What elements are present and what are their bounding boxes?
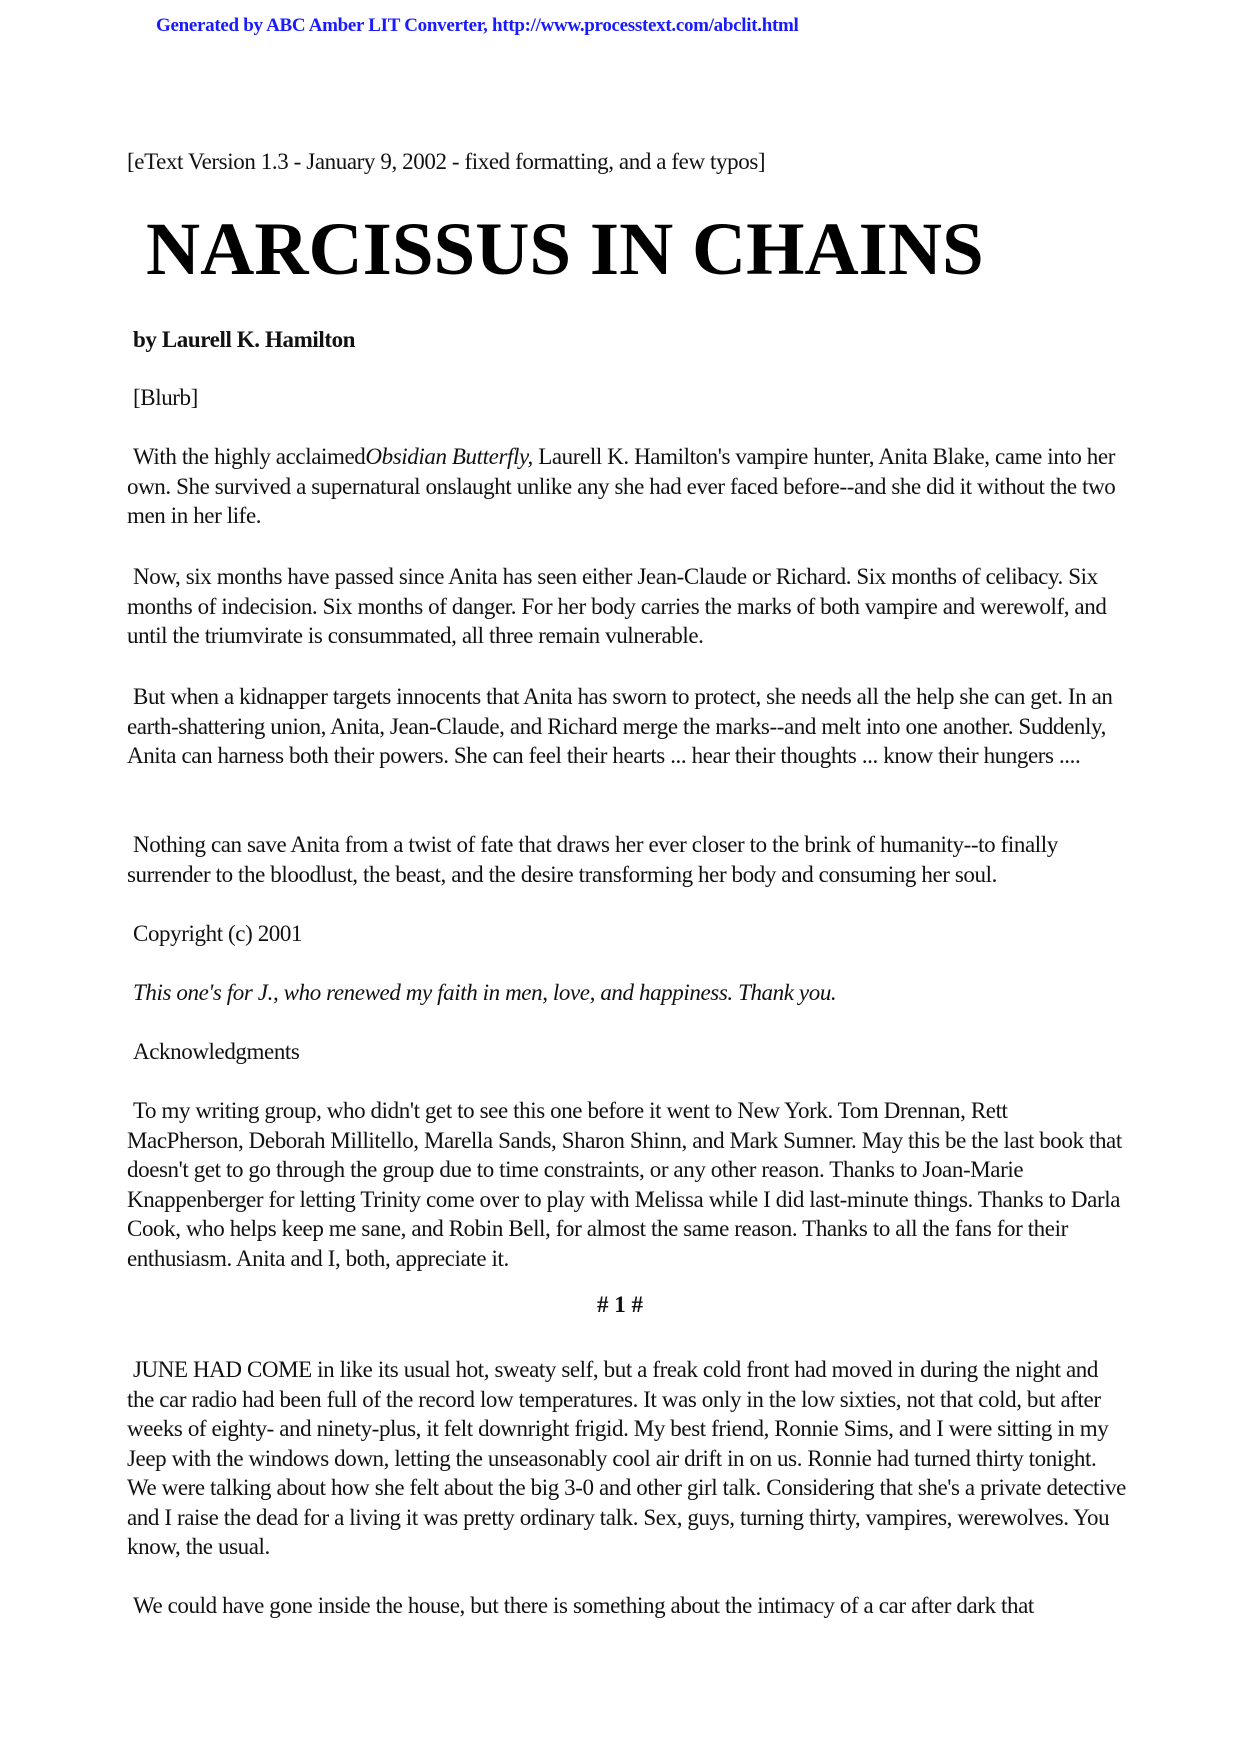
acknowledgments-heading: Acknowledgments [133, 1039, 300, 1064]
author-byline: by Laurell K. Hamilton [133, 327, 356, 352]
blurb-paragraph: But when a kidnapper targets innocents that Anita has sworn to protect, she needs all the help she can get. In an earth-shattering union, Anita, Jean-Claude, and Richard merge the marks--and melt into one another. Suddenly, Anita can harness both their powers. She can feel their hearts ... hear their thoughts ... know their hungers .... [127, 684, 1113, 768]
chapter-paragraph: JUNE HAD COME in like its usual hot, sweaty self, but a freak cold front had moved in during the night and the car radio had been full of the record low temperatures. It was only in the low sixties, not that cold, but after weeks of eighty- and ninety-plus, it felt downright frigid. My best friend, Ronnie Sims, and I were sitting in my Jeep with the windows down, letting the unseasonably cool air drift in on us. Ronnie had turned thirty tonight. We were talking about how she felt about the big 3-0 and other girl talk. Considering that she's a private detective and I raise the dead for a living it was pretty ordinary talk. Sex, guys, turning thirty, vampires, werewolves. You know, the usual. [127, 1357, 1126, 1559]
book-reference: Obsidian Butterfly, [365, 444, 533, 469]
chapter-paragraph: We could have gone inside the house, but there is something about the intimacy of a car after dark that [133, 1593, 1034, 1618]
version-note: [eText Version 1.3 - January 9, 2002 - fixed formatting, and a few typos] [127, 149, 766, 174]
generator-link[interactable]: Generated by ABC Amber LIT Converter, http://www.processtext.com/abclit.html [156, 15, 799, 36]
acknowledgments-paragraph: To my writing group, who didn't get to see this one before it went to New York. Tom Drennan, Rett MacPherson, Deborah Millitello, Marella Sands, Sharon Shinn, and Mark Sumner. May this be the last book that doesn't get to go through the group due to time constraints, or any other reason. Thanks to Joan-Marie Knappenberger for letting Trinity come over to play with Melissa while I did last-minute things. Thanks to Darla Cook, who helps keep me sane, and Robin Bell, for almost the same reason. Thanks to all the fans for their enthusiasm. Anita and I, both, appreciate it. [127, 1098, 1122, 1271]
dedication: This one's for J., who renewed my faith in men, love, and happiness. Thank you. [133, 980, 837, 1005]
blurb-paragraph [127, 442, 1127, 531]
blurb-label: [Blurb] [133, 385, 198, 410]
blurb-paragraph: Now, six months have passed since Anita has seen either Jean-Claude or Richard. Six months of celibacy. Six months of indecision. Six months of danger. For her body carries the marks of both vampire and werewolf, and until the triumvirate is consummated, all three remain vulnerable. [127, 564, 1107, 648]
blurb-text: With the highly acclaimed [133, 444, 366, 469]
blurb-text: Laurell K. Hamilton's vampire hunter, Anita Blake, came into her own. She survived a supernatural onslaught unlike any she had ever faced before--and she did it without the two men in her life. [127, 444, 1116, 528]
chapter-heading: # 1 # [597, 1292, 643, 1317]
book-title: NARCISSUS IN CHAINS [146, 208, 984, 291]
blurb-paragraph: Nothing can save Anita from a twist of fate that draws her ever closer to the brink of humanity--to finally surrender to the bloodlust, the beast, and the desire transforming her body and consuming her soul. [127, 832, 1058, 887]
copyright-notice: Copyright (c) 2001 [133, 921, 303, 946]
